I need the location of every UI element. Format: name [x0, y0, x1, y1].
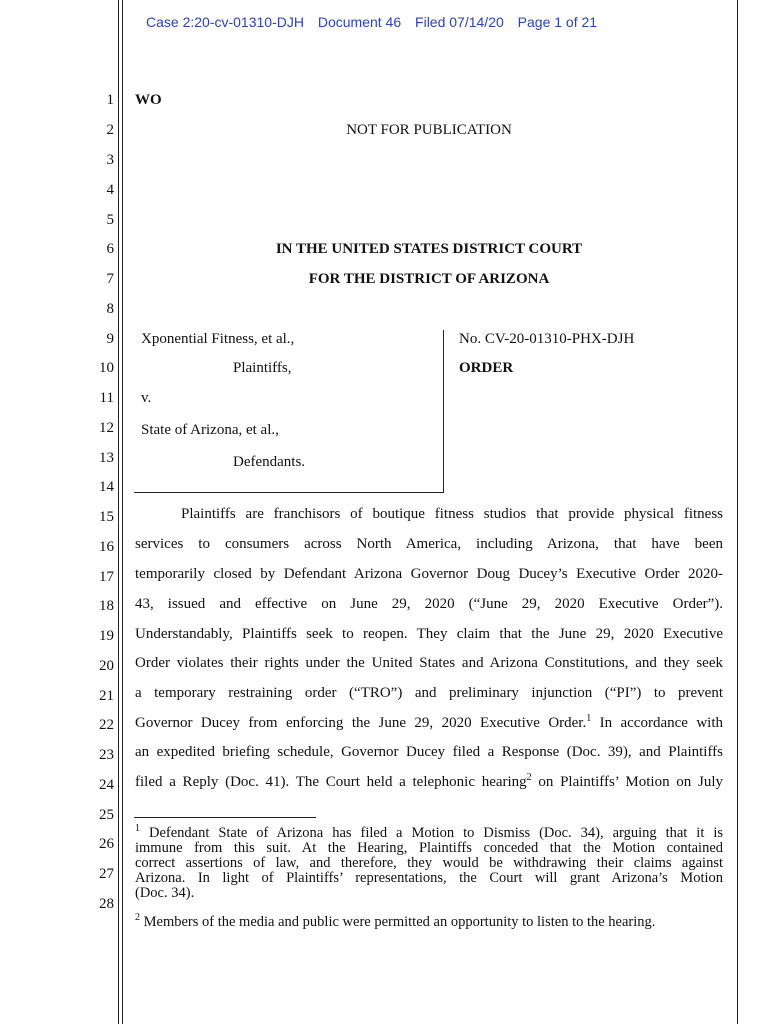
order-heading: ORDER	[459, 360, 514, 376]
line-number: 9	[106, 331, 114, 347]
plaintiff-name: Xponential Fitness, et al.,	[141, 331, 295, 347]
footnote-1-line: Arizona. In light of Plaintiffs’ representations, the Court will grant Arizona’s Motion	[135, 870, 723, 886]
body-line-23: an expedited briefing schedule, Governor Ducey filed a Response (Doc. 39), and Plaintiffs	[135, 744, 723, 760]
plaintiff-role: Plaintiffs,	[233, 360, 292, 376]
footnote-ref-2[interactable]: 2	[526, 772, 532, 783]
footnote-1	[135, 823, 723, 901]
case-number-header: Case 2:20-cv-01310-DJH	[146, 14, 304, 30]
line-number: 10	[99, 360, 114, 376]
line-number: 12	[99, 420, 114, 436]
line-number: 13	[99, 450, 114, 466]
footnote-separator	[134, 817, 316, 818]
body-line-19: Understandably, Plaintiffs seek to reopen. They claim that the June 29, 2020 Executive	[135, 626, 723, 642]
line-number: 14	[99, 479, 114, 495]
line-number: 8	[106, 301, 114, 317]
line-number: 28	[99, 896, 114, 912]
versus: v.	[141, 390, 152, 406]
body-line-22: Governor Ducey from enforcing the June 29, 2020 Executive Order.$^1$ In accordance with	[135, 713, 723, 731]
footnote-1-line: (Doc. 34).	[135, 885, 195, 901]
court-title: IN THE UNITED STATES DISTRICT COURT	[275, 241, 583, 257]
line-number: 16	[99, 539, 114, 555]
line-number: 5	[106, 212, 114, 228]
wo-marker: WO	[135, 92, 162, 108]
body-line-24: filed a Reply (Doc. 41). The Court held a telephonic hearing$^2$ on Plaintiffs’ Motion on July	[135, 772, 723, 790]
case-number: No. CV-20-01310-PHX-DJH	[459, 331, 635, 347]
line-number: 27	[99, 866, 114, 882]
line-number: 11	[99, 390, 114, 406]
line-number: 20	[99, 658, 114, 674]
line-number: 24	[99, 777, 114, 793]
footnote-1-line: correct assertions of law, and therefore, they would be withdrawing their claims against	[135, 855, 723, 871]
line-number: 3	[106, 152, 114, 168]
body-line-21: a temporary restraining order (“TRO”) and preliminary injunction (“PI”) to prevent	[135, 685, 723, 701]
body-line-18: 43, issued and effective on June 29, 2020 (“June 29, 2020 Executive Order”).	[135, 596, 723, 612]
line-number: 6	[106, 241, 114, 257]
line-number: 21	[99, 688, 114, 704]
body-line-20: Order violates their rights under the United States and Arizona Constitutions, and they seek	[135, 655, 723, 671]
body-line-17: temporarily closed by Defendant Arizona Governor Doug Ducey’s Executive Order 2020-	[135, 566, 723, 582]
defendant-role: Defendants.	[233, 454, 306, 470]
line-number: 15	[99, 509, 114, 525]
left-margin-rule-inner	[122, 0, 123, 1024]
line-number: 2	[106, 122, 114, 138]
body-line-16: services to consumers across North America, including Arizona, that have been	[135, 536, 723, 552]
ecf-header	[146, 14, 607, 30]
line-number: 1	[106, 92, 114, 108]
line-number: 26	[99, 836, 114, 852]
defendant-name: State of Arizona, et al.,	[141, 422, 279, 438]
document-number-header: Document 46	[317, 14, 402, 30]
line-number: 23	[99, 747, 114, 763]
line-number: 18	[99, 598, 114, 614]
footnote-2	[135, 912, 723, 930]
filed-date-header: Filed 07/14/20	[415, 14, 504, 30]
body-line-15: Plaintiffs are franchisors of boutique fitness studios that provide physical fitness	[181, 506, 723, 522]
line-number: 19	[99, 628, 114, 644]
footnote-2-line: $^2$ Members of the media and public were permitted an opportunity to listen to the hearing.	[135, 912, 656, 930]
right-margin-rule	[737, 0, 738, 1024]
footnote-ref-1[interactable]: 1	[586, 713, 592, 724]
court-district: FOR THE DISTRICT OF ARIZONA	[308, 271, 550, 287]
left-margin-rule-outer	[118, 0, 119, 1024]
line-number: 17	[99, 569, 114, 585]
line-number: 25	[99, 807, 114, 823]
line-number: 22	[99, 717, 114, 733]
line-number: 7	[106, 271, 114, 287]
page-count-header: Page 1 of 21	[517, 14, 598, 30]
line-number: 4	[106, 182, 114, 198]
caption-divider-horizontal	[134, 492, 444, 493]
footnote-1-line: immune from this suit. At the Hearing, Plaintiffs conceded that the Motion contained	[135, 840, 723, 856]
not-for-publication: NOT FOR PUBLICATION	[346, 122, 512, 138]
caption-divider-vertical	[443, 330, 444, 493]
footnote-1-line: $^1$ Defendant State of Arizona has filed a Motion to Dismiss (Doc. 34), arguing that it is	[135, 823, 723, 841]
